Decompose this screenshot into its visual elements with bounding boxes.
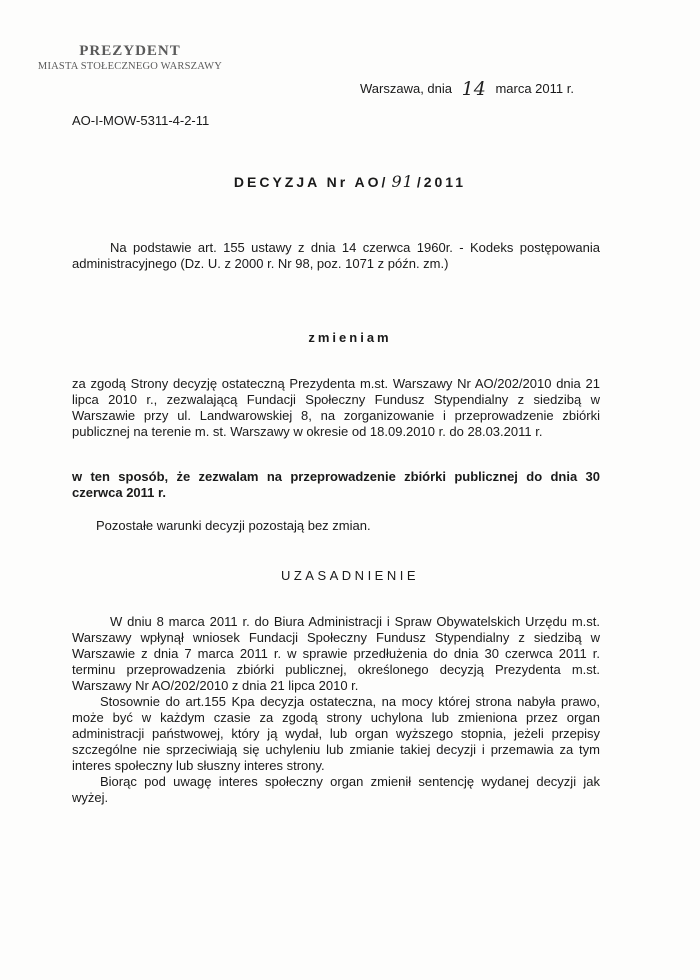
justification-text-2: Stosownie do art.155 Kpa decyzja ostateczna, na mocy której strona nabyła prawo, może być w każdym czasie za zgodą strony uchylona lub zmieniona przez organ administracji państwowej, który ją wydał, lub organ wyższego stopnia, jeżeli przepisy szczególne nie sprzeciwiają się uchyleniu lub zmianie takiej decyzji i przemawia za tym interes społeczny lub słuszny interes strony. — [72, 694, 600, 773]
other-conditions-text: Pozostałe warunki decyzji pozostają bez zmian. — [96, 518, 371, 533]
legal-basis-text: Na podstawie art. 155 ustawy z dnia 14 czerwca 1960r. - Kodeks postępowania administracyjnego (Dz. U. z 2000 r. Nr 98, poz. 1071 z późn. zm.) — [72, 240, 600, 271]
justification-paragraph-2 — [72, 694, 600, 774]
reference-number: AO-I-MOW-5311-4-2-11 — [72, 113, 210, 128]
justification-text-1: W dniu 8 marca 2011 r. do Biura Administracji i Spraw Obywatelskich Urzędu m.st. Warszawy wpłynął wniosek Fundacji Społeczny Fundusz Stypendialny z siedzibą w Warszawie z dnia 7 marca 2011 r. w sprawie przedłużenia do dnia 30 czerwca 2011 r. terminu przeprowadzenia zbiórki publicznej, określonego decyzją Prezydenta m.st. Warszawy Nr AO/202/2010 z dnia 21 lipca 2010 r. — [72, 614, 600, 693]
other-conditions-paragraph — [72, 518, 600, 534]
justification-text-3: Biorąc pod uwagę interes społeczny organ zmienił sentencję wydanej decyzji jak wyżej. — [72, 774, 600, 805]
place-prefix: Warszawa, dnia — [360, 81, 452, 96]
legal-basis-paragraph — [72, 240, 600, 272]
change-paragraph — [72, 469, 600, 501]
place-and-date — [360, 76, 574, 98]
president-stamp — [30, 42, 230, 74]
handwritten-decision-number: 91 — [391, 172, 414, 191]
decision-title — [0, 172, 700, 191]
change-text: w ten sposób, że zezwalam na przeprowadzenie zbiórki publicznej do dnia 30 czerwca 2011 r. — [72, 469, 600, 500]
handwritten-day: 14 — [461, 78, 486, 100]
justification-heading: UZASADNIENIE — [280, 568, 420, 583]
stamp-line-2: MIASTA STOŁECZNEGO WARSZAWY — [37, 61, 223, 72]
decision-body-text: za zgodą Strony decyzję ostateczną Prezydenta m.st. Warszawy Nr AO/202/2010 dnia 21 lipca 2010 r., zezwalającą Fundacji Społeczny Fundusz Stypendialny z siedzibą w Warszawie przy ul. Landwarowskiej 8, na zorganizowanie i przeprowadzenie zbiórki publicznej na terenie m. st. Warszawy w okresie od 18.09.2010 r. do 28.03.2011 r. — [72, 376, 600, 439]
title-suffix: /2011 — [416, 174, 467, 190]
title-prefix: DECYZJA Nr AO/ — [233, 174, 389, 190]
decision-word: zmieniam — [308, 330, 392, 345]
date-suffix: marca 2011 r. — [495, 81, 574, 96]
justification-paragraph-3 — [72, 774, 600, 806]
stamp-line-1: PREZYDENT — [79, 43, 181, 59]
justification-paragraph-1 — [72, 614, 600, 694]
decision-body-paragraph — [72, 376, 600, 440]
